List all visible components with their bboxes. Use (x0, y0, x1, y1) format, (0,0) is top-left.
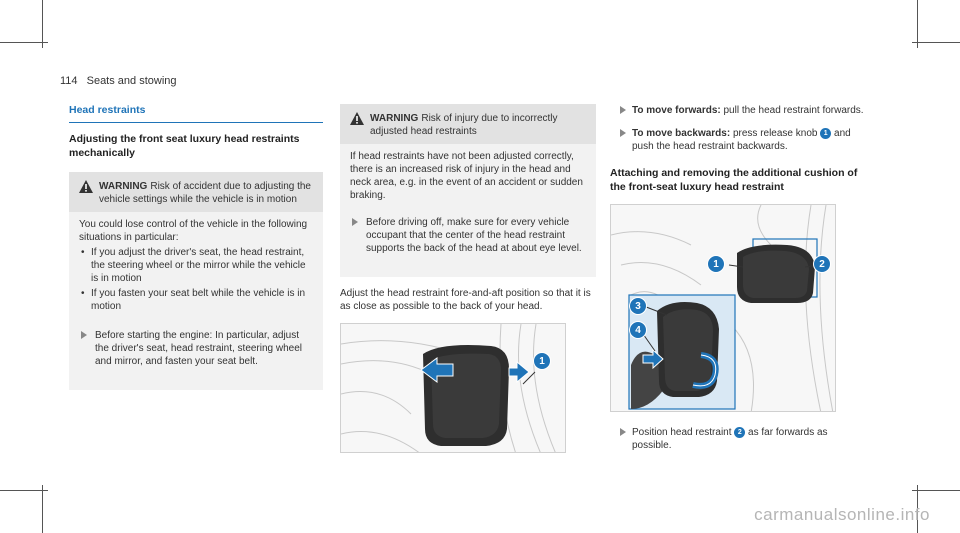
warning-header (340, 104, 596, 144)
crop-mark (917, 0, 918, 48)
column-3 (610, 104, 864, 462)
column-1 (69, 104, 323, 390)
callout-badge: 2 (813, 255, 831, 273)
warning-label: WARNING (99, 181, 148, 193)
step-arrow-icon (352, 218, 358, 226)
crop-mark (42, 0, 43, 48)
cushion-figure (610, 204, 836, 412)
warning-header (69, 172, 323, 212)
step-text: and push the head restraint backwards. (632, 128, 851, 152)
step-arrow-icon (620, 428, 626, 436)
bullet-item: • If you fasten your seat belt while the vehicle is in motion (79, 287, 313, 313)
warning-bullets (79, 246, 313, 313)
warning-step (350, 216, 586, 261)
step-label: To move backwards: (632, 128, 731, 139)
bullet-item: • If you adjust the driver's seat, the head restraint, the steering wheel or the mirror while the vehicle is in motion (79, 246, 313, 285)
watermark: carmanualsonline.info (754, 505, 930, 524)
step-arrow-icon (620, 106, 626, 114)
warning-box (69, 172, 323, 390)
step-text: as far forwards as possible. (632, 427, 828, 452)
section-title: Head restraints (69, 104, 323, 123)
crop-mark (912, 490, 960, 491)
warning-box (340, 104, 596, 277)
callout-badge: 1 (820, 128, 831, 139)
instruction-step (610, 127, 864, 153)
step-text: Before starting the engine: In particular, adjust the driver's seat, head restraint, steering wheel and mirror, and fasten your seat belt. (95, 330, 303, 368)
callout-badge: 1 (707, 255, 725, 273)
instruction-paragraph: Adjust the head restraint fore-and-aft position so that it is as close as possible to the back of your head. (340, 288, 591, 312)
subsection-title: Adjusting the front seat luxury head restraints mechanically (69, 133, 300, 159)
step-text: pull the head restraint forwards. (720, 105, 864, 116)
warning-text: You could lose control of the vehicle in the following situations in particular: (79, 219, 308, 244)
warning-body (69, 212, 323, 390)
callout-badge: 2 (734, 427, 745, 438)
step-arrow-icon (620, 129, 626, 137)
subsection-title: Attaching and removing the additional cushion of the front-seat luxury head restraint (610, 167, 858, 193)
crop-mark (42, 485, 43, 533)
warning-text: If head restraints have not been adjusted correctly, there is an increased risk of injury in the head and neck area, e.g. in the event of an accident or sudden braking. (350, 151, 583, 201)
step-text: Before driving off, make sure for every vehicle occupant that the center of the head restraint supports the back of the head at about eye level. (366, 217, 582, 254)
step-arrow-icon (81, 331, 87, 339)
figure-illustration (341, 324, 566, 453)
step-text: press release knob (730, 128, 821, 139)
callout-badge: 3 (629, 297, 647, 315)
step-text: Position head restraint (632, 427, 735, 439)
crop-mark (912, 42, 960, 43)
page-header (60, 75, 177, 87)
crop-mark (0, 490, 48, 491)
instruction-step (610, 104, 864, 117)
column-2 (340, 104, 596, 453)
warning-heading: Risk of injury due to incorrectly adjusted head restraints (370, 113, 558, 137)
warning-triangle-icon (350, 112, 364, 125)
step-label: To move forwards: (632, 105, 721, 116)
warning-step (79, 329, 313, 374)
warning-heading: Risk of accident due to adjusting the vehicle settings while the vehicle is in motion (99, 181, 311, 206)
callout-badge: 4 (629, 321, 647, 339)
crop-mark (0, 42, 48, 43)
warning-body (340, 144, 596, 277)
instruction-step (610, 426, 864, 452)
page-number: 114 (60, 75, 78, 87)
callout-badge: 1 (533, 352, 551, 370)
warning-label: WARNING (370, 113, 419, 124)
warning-triangle-icon (79, 180, 93, 193)
head-restraint-figure (340, 323, 566, 453)
section-name: Seats and stowing (86, 75, 177, 87)
